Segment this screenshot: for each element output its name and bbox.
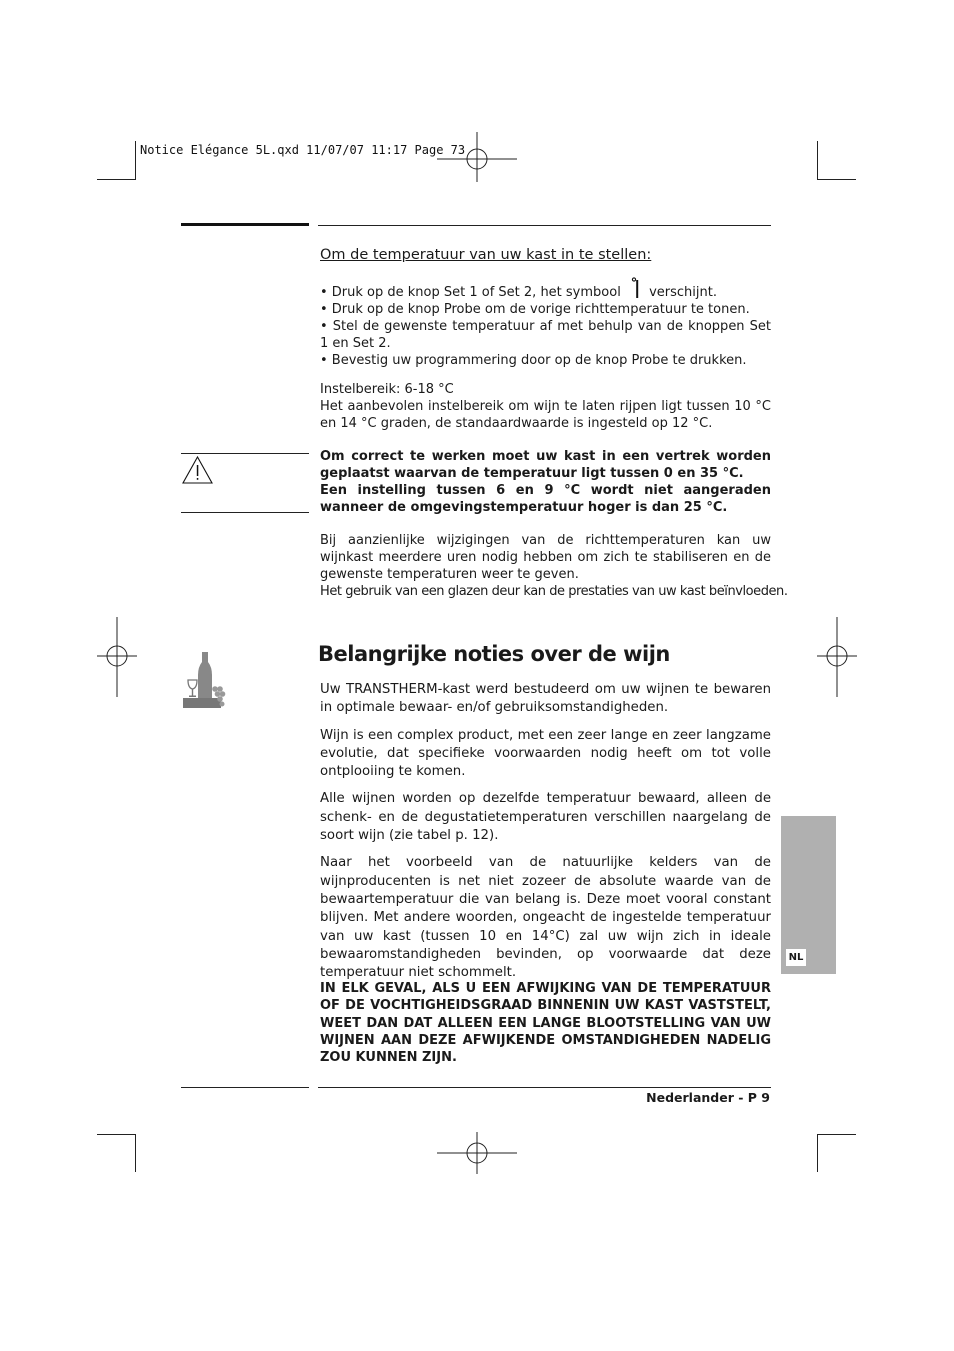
registration-mark-icon xyxy=(437,1132,517,1174)
wine-bottle-glass-icon xyxy=(181,651,229,711)
warning-text: Om correct te werken moet uw kast in een vertrek worden geplaatst waarvan de temperatuur ligt tussen 0 en 35 °C. Een instelling tussen 6 en 9 °C wordt niet aangeraden wanneer de omgevingstemperatuur hoger is dan 25 °C. xyxy=(320,449,771,515)
file-slug: Notice Elégance 5L.qxd 11/07/07 11:17 Page 73 xyxy=(140,143,466,157)
bullet-item: • Stel de gewenste temperatuur af met behulp van de knoppen Set 1 en Set 2. xyxy=(320,319,771,351)
header-rule xyxy=(318,225,771,226)
registration-mark-icon xyxy=(437,132,517,182)
bullet-item: • Bevestig uw programmering door op de knop Probe te drukken. xyxy=(320,353,747,368)
section-heading: Om de temperatuur van uw kast in te stellen: xyxy=(320,247,652,263)
warning-rule-top xyxy=(181,453,309,454)
range-label: Instelbereik: 6-18 °C xyxy=(320,382,454,397)
registration-mark-icon xyxy=(97,617,137,697)
header-thick-rule xyxy=(181,223,309,226)
stabilize-text: Bij aanzienlijke wijzigingen van de richttemperaturen kan uw wijnkast meerdere uren nodig hebben om zich te stabiliseren en de gewenste temperaturen weer te geven. Het gebruik van een glazen deur kan de prestaties van uw kast beïnvloeden. xyxy=(320,533,788,599)
range-block xyxy=(320,381,771,432)
language-tab xyxy=(781,816,836,974)
language-tab-label: NL xyxy=(786,949,806,966)
bullet-item: • Druk op de knop Set 1 of Set 2, het symbool verschijnt. xyxy=(320,277,771,301)
wine-body: Uw TRANSTHERM-kast werd bestudeerd om uw wijnen te bewaren in optimale bewaar- en/of gebruiksomstandigheden. Wijn is een complex product, met een zeer lange en zeer langzame evolutie, dat specifieke voorwaarden nodig heeft om tot volle ontplooiing te komen. Alle wijnen worden op dezelfde temperatuur bewaard, alleen de schenk- en de degustatietemperaturen verschillen naargelang de soort wijn (zie tabel p. 12). Naar het voorbeeld van de natuurlijke kelders van de wijnproducenten is net niet zozeer de absolute waarde van de bewaartemperatuur die van belang is. Deze moet vooral constant blijven. Met andere woorden, ongeacht de ingestelde temperatuur van uw kast (tussen 10 en 14°C) zal uw wijn zich in ideale bewaaromstandigheden bevinden, op voorwaarde dat deze temperatuur niet schommelt. xyxy=(320,682,771,981)
thermometer-symbol-icon xyxy=(631,277,641,299)
wine-caps-note: IN ELK GEVAL, ALS U EEN AFWIJKING VAN DE TEMPERATUUR OF DE VOCHTIGHEIDSGRAAD BINNENIN UW KAST VASTSTELT, WEET DAN DAT ALLEEN EEN LANGE BLOOTSTELLING VAN UW WIJNEN AAN DEZE AFWIJKENDE OMSTANDIGHEDEN NADELIG ZOU KUNNEN ZIJN. xyxy=(320,981,771,1066)
page-title: Belangrijke noties over de wijn xyxy=(318,642,670,666)
warning-triangle-icon xyxy=(181,455,214,485)
page-footer: Nederlander - P 9 xyxy=(646,1090,770,1105)
range-text: Het aanbevolen instelbereik om wijn te laten rijpen ligt tussen 10 °C en 14 °C graden, de standaardwaarde is ingesteld op 12 °C. xyxy=(320,399,771,431)
settings-bullets xyxy=(320,277,771,369)
footer-rule-left xyxy=(181,1087,309,1088)
bullet-item: • Druk op de knop Probe om de vorige richttemperatuur te tonen. xyxy=(320,302,750,317)
warning-rule-bottom xyxy=(181,512,309,513)
registration-mark-icon xyxy=(817,617,857,697)
footer-rule xyxy=(318,1087,771,1088)
